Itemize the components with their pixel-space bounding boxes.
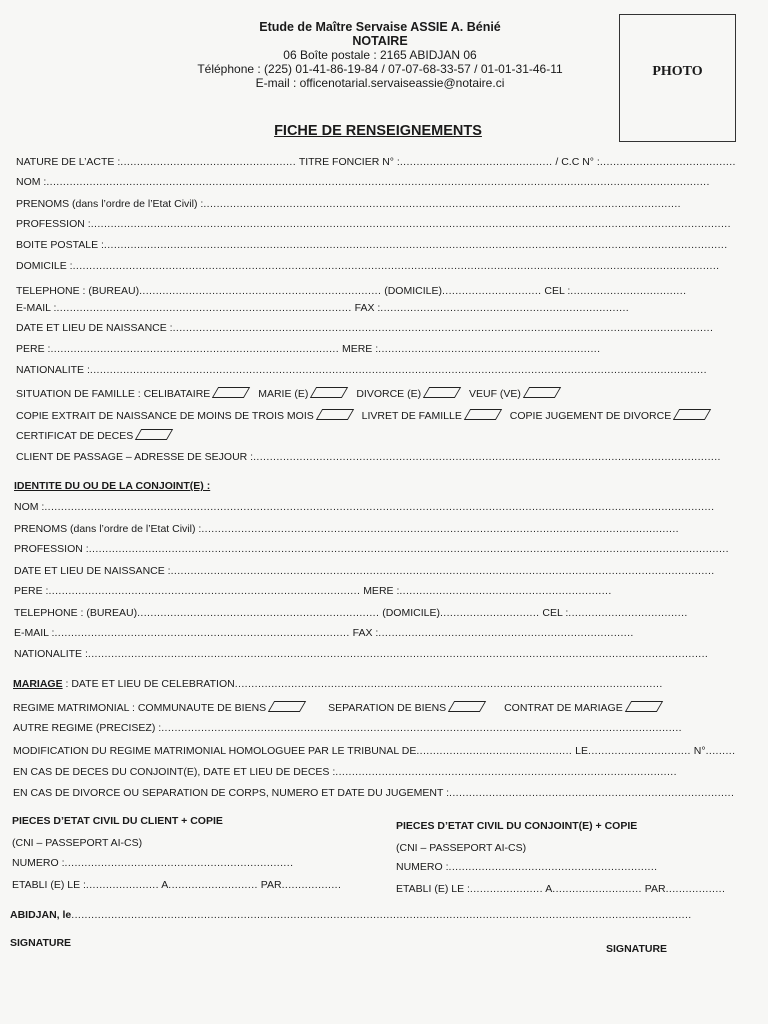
- checkbox-divorce[interactable]: [423, 387, 461, 398]
- label-divorce-jugement: EN CAS DE DIVORCE OU SEPARATION DE CORPS, NUMERO ET DATE DU JUGEMENT :: [13, 787, 450, 799]
- label-celebration: : DATE ET LIEU DE CELEBRATION: [62, 678, 235, 690]
- label-communaute: REGIME MATRIMONIAL : COMMUNAUTE DE BIENS: [13, 702, 267, 714]
- pieces-conjoint-heading: PIECES D’ETAT CIVIL DU CONJOINT(E) + COPIE: [396, 820, 638, 832]
- label-mere: MERE :: [341, 343, 379, 355]
- conjoint-label-telephone: TELEPHONE : (BUREAU): [14, 607, 138, 619]
- office-phone: Téléphone : (225) 01-41-86-19-84 / 07-07-68-33-57 / 01-01-31-46-11: [197, 62, 563, 76]
- label-tel-domicile: (DOMICILE): [384, 285, 442, 297]
- label-cc: / C.C N° :: [555, 156, 600, 168]
- photo-label: PHOTO: [652, 64, 703, 79]
- section-mariage: MARIAGE: [13, 678, 63, 690]
- conjoint-label-fax: FAX :: [352, 627, 379, 639]
- label-autre-regime: AUTRE REGIME (PRECISEZ) :: [13, 722, 162, 734]
- label-fax: FAX :: [354, 302, 381, 314]
- mariage-field-modification[interactable]: MODIFICATION DU REGIME MATRIMONIAL HOMOLOGUEE PAR LE TRIBUNAL DE............................................... LE............................... N°.........: [13, 745, 736, 757]
- field-domicile[interactable]: DOMICILE :...................................................................................................................................................................................................: [16, 260, 720, 272]
- label-nom: NOM :: [16, 176, 47, 188]
- label-cel: CEL :: [544, 285, 571, 297]
- field-nom[interactable]: NOM :........................................................................................................................................................................................................: [16, 176, 710, 188]
- conjoint-field-telephone[interactable]: TELEPHONE : (BUREAU)......................................................................... (DOMICILE).............................. CEL :....................................: [14, 607, 688, 619]
- label-separation: SEPARATION DE BIENS: [328, 702, 447, 714]
- conjoint-label-nationalite: NATIONALITE :: [14, 648, 88, 660]
- field-nature-acte[interactable]: NATURE DE L’ACTE :..................................................... TITRE FONCIER N° :.............................................. / C.C N° :.........................................: [16, 156, 736, 168]
- mariage-field-celebration[interactable]: MARIAGE : DATE ET LIEU DE CELEBRATION.................................................................................................................................: [13, 678, 663, 690]
- pieces-conjoint-etabli[interactable]: ETABLI (E) LE :...................... A........................... PAR..................: [396, 883, 726, 895]
- label-livret: LIVRET DE FAMILLE: [361, 410, 462, 422]
- label-modification: MODIFICATION DU REGIME MATRIMONIAL HOMOLOGUEE PAR LE TRIBUNAL DE: [13, 745, 417, 757]
- field-email[interactable]: E-MAIL :......................................................................................... FAX :...........................................................................: [16, 302, 630, 314]
- checkbox-separation[interactable]: [448, 701, 486, 712]
- label-titre-foncier: TITRE FONCIER N° :: [298, 156, 400, 168]
- label-domicile: DOMICILE :: [16, 260, 73, 272]
- mariage-field-deces[interactable]: EN CAS DE DECES DU CONJOINT(E), DATE ET LIEU DE DECES :.......................................................................................................: [13, 766, 677, 778]
- mariage-field-divorce[interactable]: EN CAS DE DIVORCE OU SEPARATION DE CORPS, NUMERO ET DATE DU JUGEMENT :......................................................................................: [13, 787, 735, 799]
- conjoint-label-profession: PROFESSION :: [14, 543, 89, 555]
- pieces-conjoint-label-numero: NUMERO :: [396, 861, 449, 873]
- conjoint-label-nom: NOM :: [14, 501, 45, 513]
- office-email: E-mail : officenotarial.servaiseassie@notaire.ci: [255, 76, 505, 90]
- checkbox-communaute[interactable]: [268, 701, 306, 712]
- label-profession: PROFESSION :: [16, 218, 91, 230]
- field-client-passage[interactable]: CLIENT DE PASSAGE – ADRESSE DE SEJOUR :.............................................................................................................................................: [16, 451, 721, 463]
- checkbox-livret[interactable]: [464, 409, 502, 420]
- field-prenoms[interactable]: PRENOMS (dans l’ordre de l’Etat Civil) :................................................................................................................................................: [16, 198, 681, 210]
- checkbox-celibataire[interactable]: [212, 387, 250, 398]
- conjoint-field-nationalite[interactable]: NATIONALITE :...........................................................................................................................................................................................: [14, 648, 709, 660]
- label-nationalite: NATIONALITE :: [16, 364, 90, 376]
- conjoint-field-prenoms[interactable]: PRENOMS (dans l’ordre de l’Etat Civil) :................................................................................................................................................: [14, 523, 679, 535]
- conjoint-label-email: E-MAIL :: [14, 627, 55, 639]
- pieces-conjoint-type: (CNI – PASSEPORT AI-CS): [396, 842, 527, 854]
- pieces-client-label-etabli: ETABLI (E) LE :: [12, 879, 86, 891]
- conjoint-label-tel-domicile: (DOMICILE): [382, 607, 440, 619]
- label-le: LE: [575, 745, 589, 757]
- label-prenoms: PRENOMS (dans l’ordre de l’Etat Civil) :: [16, 198, 204, 210]
- pieces-client-label-par: PAR: [260, 879, 282, 891]
- label-no: N°: [693, 745, 706, 757]
- field-telephone[interactable]: TELEPHONE : (BUREAU)......................................................................... (DOMICILE).............................. CEL :...................................: [16, 285, 687, 297]
- pieces-client-numero[interactable]: NUMERO :.....................................................................: [12, 857, 294, 869]
- checkbox-marie[interactable]: [310, 387, 348, 398]
- pieces-client-etabli[interactable]: ETABLI (E) LE :...................... A........................... PAR..................: [12, 879, 342, 891]
- label-naissance: DATE ET LIEU DE NAISSANCE :: [16, 322, 173, 334]
- field-pere-mere[interactable]: PERE :....................................................................................... MERE :...................................................................: [16, 343, 601, 355]
- signature-left: SIGNATURE: [10, 937, 72, 949]
- pieces-conjoint-numero[interactable]: NUMERO :...............................................................: [396, 861, 658, 873]
- label-boite-postale: BOITE POSTALE :: [16, 239, 104, 251]
- signature-right: SIGNATURE: [606, 943, 668, 955]
- pieces-conjoint-label-par: PAR: [644, 883, 666, 895]
- conjoint-label-naissance: DATE ET LIEU DE NAISSANCE :: [14, 565, 171, 577]
- office-header: [150, 20, 610, 90]
- conjoint-field-naissance[interactable]: DATE ET LIEU DE NAISSANCE :....................................................................................................................................................................: [14, 565, 715, 577]
- field-situation: [16, 387, 566, 401]
- label-telephone: TELEPHONE : (BUREAU): [16, 285, 140, 297]
- field-boite-postale[interactable]: BOITE POSTALE :............................................................................................................................................................................................: [16, 239, 728, 251]
- checkbox-certificat[interactable]: [135, 429, 173, 440]
- label-veuf: VEUF (VE): [469, 388, 521, 400]
- field-abidjan-date[interactable]: ABIDJAN, le...........................................................................................................................................................................................: [10, 909, 692, 921]
- conjoint-field-nom[interactable]: NOM :..........................................................................................................................................................................................................: [14, 501, 715, 513]
- office-name: Etude de Maître Servaise ASSIE A. Bénié: [259, 20, 501, 34]
- label-celibataire: SITUATION DE FAMILLE : CELIBATAIRE: [16, 388, 211, 400]
- label-abidjan: ABIDJAN, le: [10, 909, 72, 921]
- pieces-client-heading: PIECES D’ETAT CIVIL DU CLIENT + COPIE: [12, 815, 223, 827]
- pieces-conjoint-label-etabli: ETABLI (E) LE :: [396, 883, 470, 895]
- label-client-passage: CLIENT DE PASSAGE – ADRESSE DE SEJOUR :: [16, 451, 254, 463]
- conjoint-field-pere-mere[interactable]: PERE :.............................................................................................. MERE :................................................................: [14, 585, 612, 597]
- section-conjoint: IDENTITE DU OU DE LA CONJOINT(E) :: [14, 480, 211, 492]
- conjoint-field-profession[interactable]: PROFESSION :.................................................................................................................................................................................................: [14, 543, 729, 555]
- checkbox-copie-extrait[interactable]: [316, 409, 354, 420]
- label-copie-jugement: COPIE JUGEMENT DE DIVORCE: [509, 410, 672, 422]
- label-copie-extrait: COPIE EXTRAIT DE NAISSANCE DE MOINS DE TROIS MOIS: [16, 410, 314, 422]
- field-nationalite[interactable]: NATIONALITE :..........................................................................................................................................................................................: [16, 364, 707, 376]
- label-marie: MARIE (E): [258, 388, 309, 400]
- label-contrat: CONTRAT DE MARIAGE: [504, 702, 623, 714]
- conjoint-label-prenoms: PRENOMS (dans l’ordre de l’Etat Civil) :: [14, 523, 202, 535]
- label-email: E-MAIL :: [16, 302, 57, 314]
- conjoint-field-email[interactable]: E-MAIL :......................................................................................... FAX :.............................................................................: [14, 627, 634, 639]
- label-deces-conjoint: EN CAS DE DECES DU CONJOINT(E), DATE ET LIEU DE DECES :: [13, 766, 336, 778]
- pieces-conjoint-label-a: A: [545, 883, 553, 895]
- office-role: NOTAIRE: [352, 34, 408, 48]
- label-nature-acte: NATURE DE L’ACTE :: [16, 156, 121, 168]
- page-title: FICHE DE RENSEIGNEMENTS: [274, 123, 482, 139]
- checkbox-veuf[interactable]: [523, 387, 561, 398]
- field-documents: [16, 409, 716, 423]
- label-divorce: DIVORCE (E): [356, 388, 422, 400]
- field-certificat: [16, 429, 178, 443]
- pieces-client-type: (CNI – PASSEPORT AI-CS): [12, 837, 143, 849]
- mariage-field-regime: [13, 701, 668, 715]
- field-profession[interactable]: PROFESSION :.................................................................................................................................................................................................: [16, 218, 731, 230]
- field-naissance[interactable]: DATE ET LIEU DE NAISSANCE :...................................................................................................................................................................: [16, 322, 714, 334]
- label-pere: PERE :: [16, 343, 51, 355]
- mariage-field-autre[interactable]: AUTRE REGIME (PRECISEZ) :.............................................................................................................................................................: [13, 722, 682, 734]
- checkbox-contrat[interactable]: [625, 701, 663, 712]
- conjoint-label-pere: PERE :: [14, 585, 49, 597]
- pieces-client-label-a: A: [161, 879, 169, 891]
- label-certificat: CERTIFICAT DE DECES: [16, 430, 134, 442]
- conjoint-label-cel: CEL :: [542, 607, 569, 619]
- office-address: 06 Boîte postale : 2165 ABIDJAN 06: [283, 48, 477, 62]
- conjoint-label-mere: MERE :: [363, 585, 400, 597]
- checkbox-copie-jugement[interactable]: [673, 409, 711, 420]
- pieces-client-label-numero: NUMERO :: [12, 857, 65, 869]
